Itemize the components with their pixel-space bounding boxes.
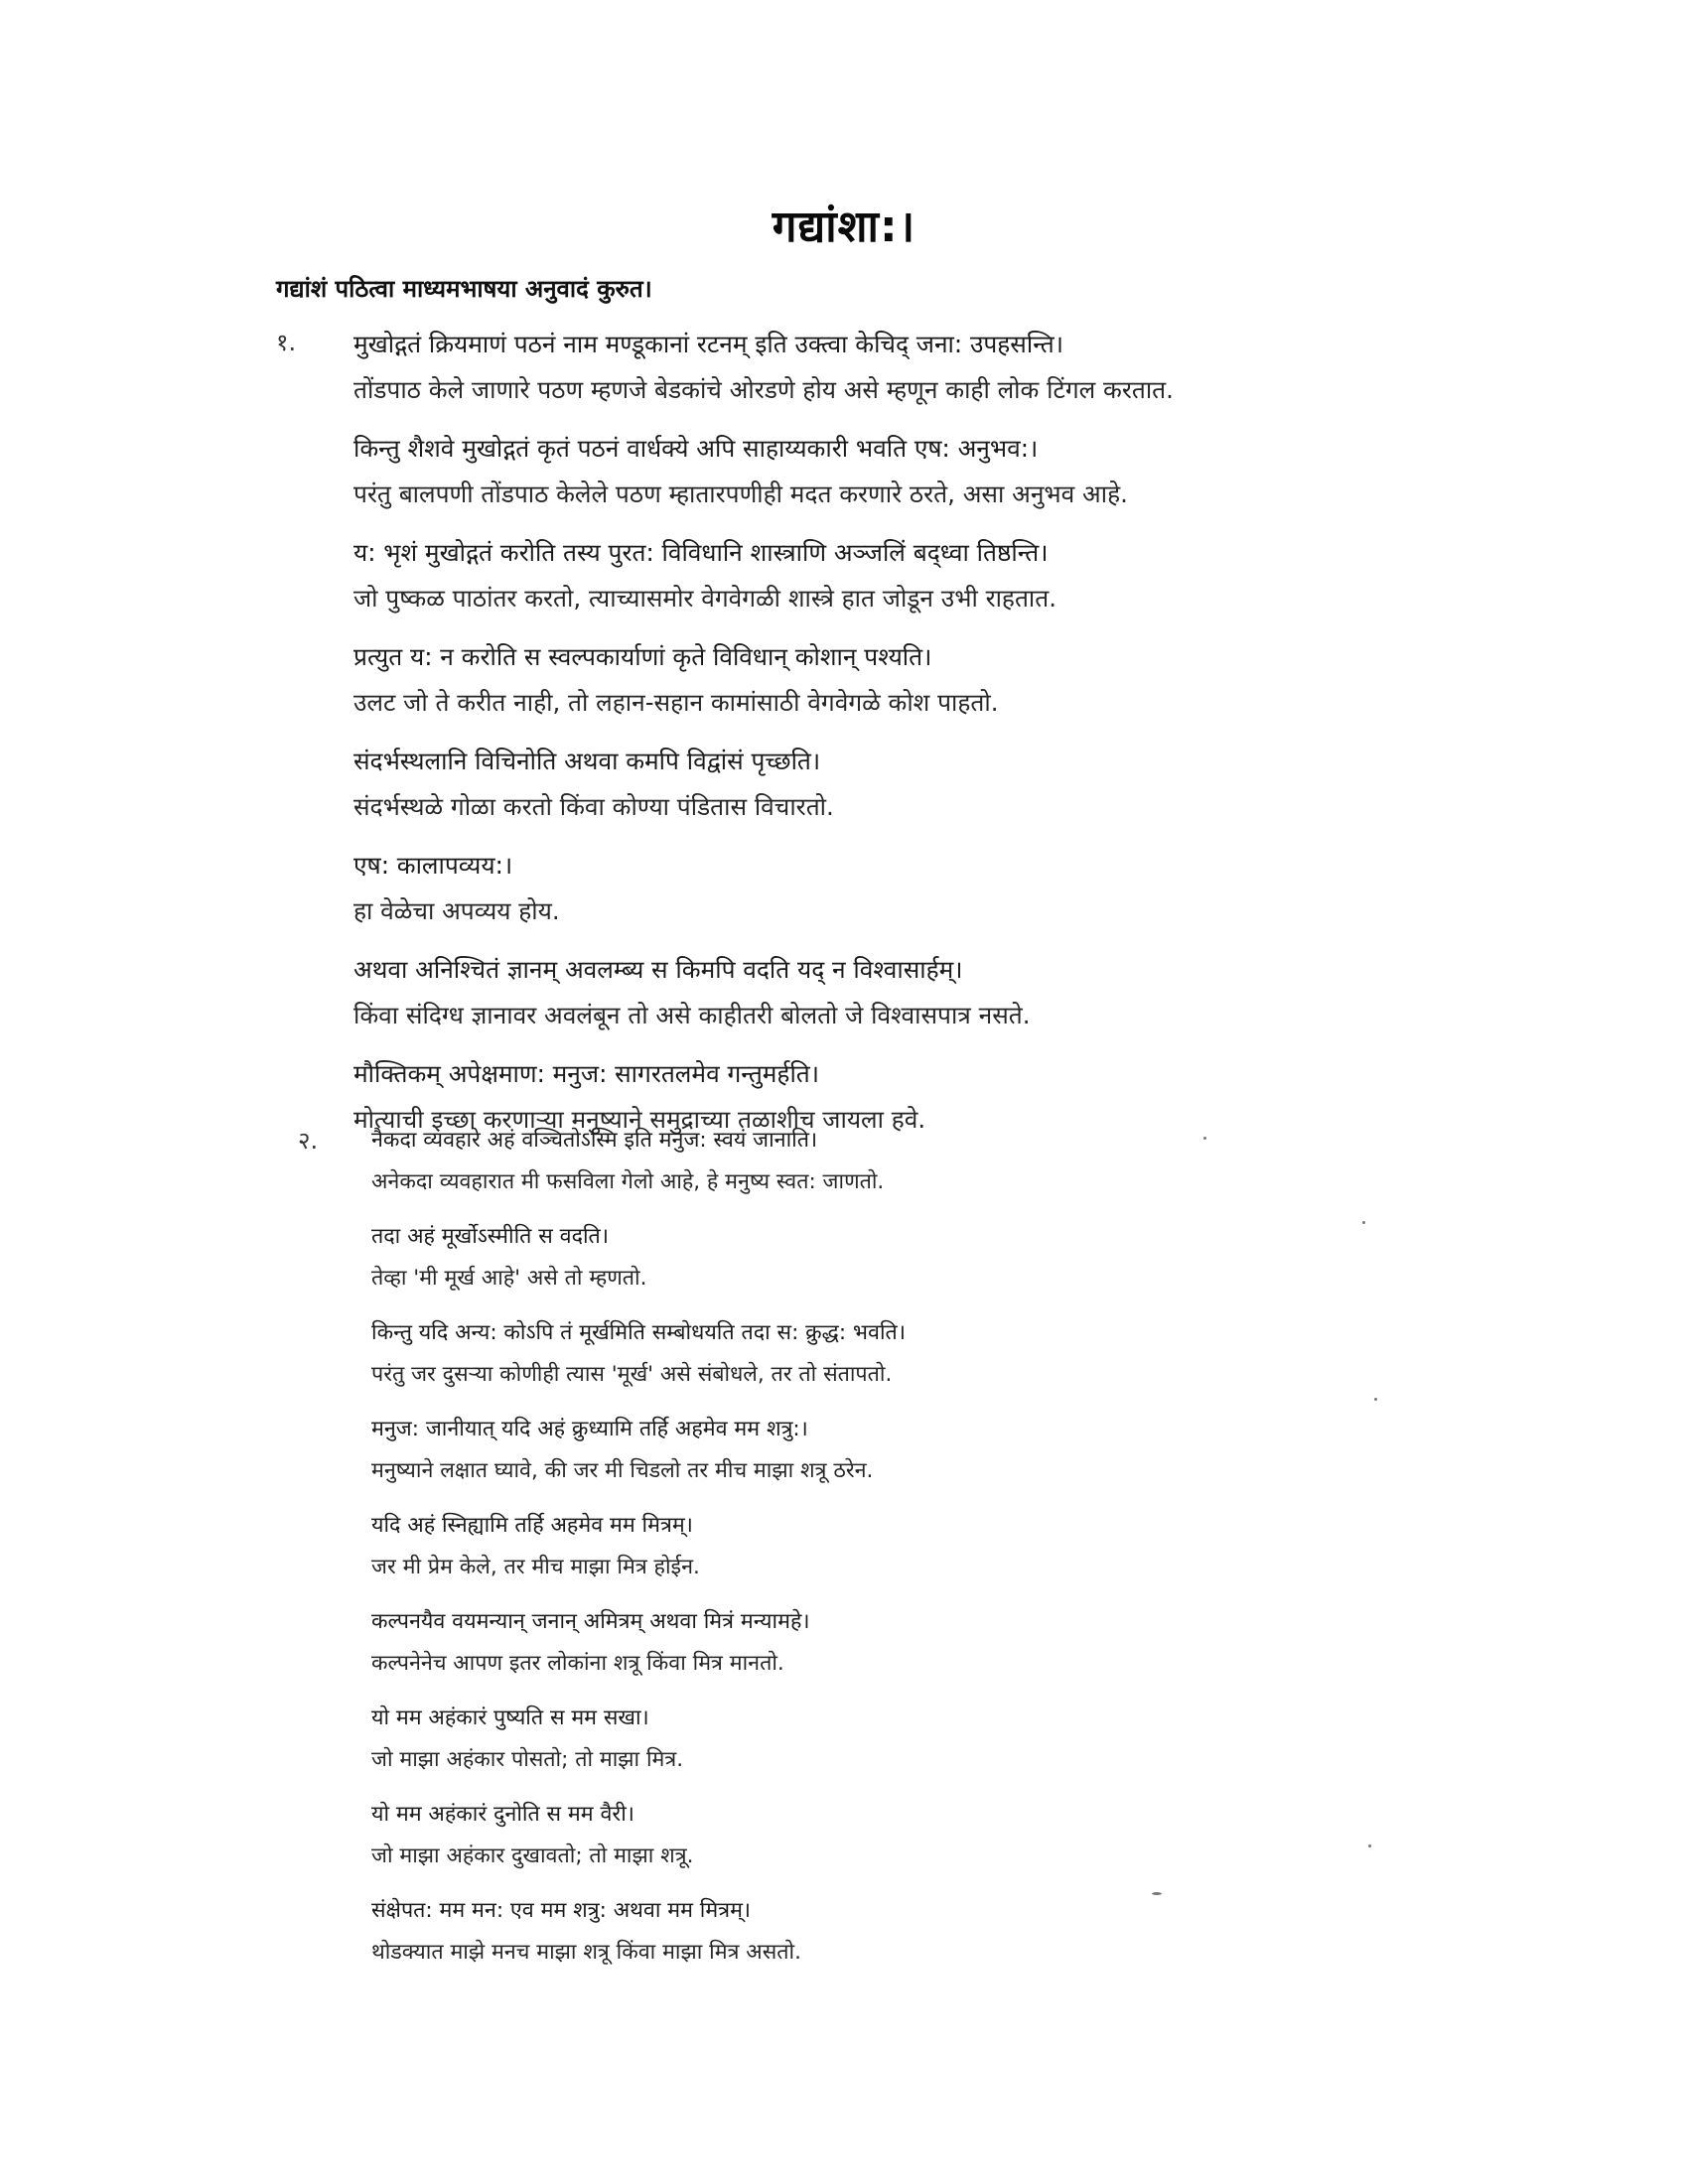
page-title: गद्यांशा:। bbox=[772, 202, 916, 252]
instruction-text: गद्यांशं पठित्वा माध्यमभाषया अनुवादं कुरुत। bbox=[276, 275, 652, 303]
marathi-translation: तेव्हा 'मी मूर्ख आहे' असे तो म्हणतो. bbox=[371, 1266, 647, 1291]
sanskrit-line: यदि अहं स्निह्यामि तर्हि अहमेव मम मित्रम्। bbox=[371, 1513, 693, 1538]
marathi-translation: तोंडपाठ केले जाणारे पठण म्हणजे बेडकांचे ओरडणे होय असे म्हणून काही लोक टिंगल करतात. bbox=[353, 375, 1174, 404]
marathi-translation: थोडक्यात माझे मनच माझा शत्रू किंवा माझा मित्र असतो. bbox=[371, 1940, 801, 1965]
sanskrit-line: मौक्तिकम् अपेक्षमाण: मनुज: सागरतलमेव गन्तुमर्हति। bbox=[353, 1059, 820, 1088]
marathi-translation: उलट जो ते करीत नाही, तो लहान-सहान कामांसाठी वेगवेगळे कोश पाहतो. bbox=[353, 688, 999, 717]
sanskrit-line: नैकदा व्यवहारे अहं वञ्चितोऽस्मि इति मनुज: स्वयं जानाति। bbox=[371, 1128, 818, 1153]
sentence-pair bbox=[298, 1409, 1390, 1492]
sentence-pair bbox=[298, 1120, 1390, 1203]
passage-2 bbox=[298, 1120, 1390, 1986]
scan-speck bbox=[1203, 1137, 1206, 1140]
sanskrit-line: तदा अहं मूर्खोऽस्मीति स वदति। bbox=[371, 1224, 609, 1249]
sanskrit-line: किन्तु शैशवे मुखोद्गतं कृतं पठनं वार्धक्ये अपि साहाय्यकारी भवति एष: अनुभव:। bbox=[353, 434, 1039, 463]
marathi-translation: अनेकदा व्यवहारात मी फसविला गेलो आहे, हे मनुष्य स्वत: जाणतो. bbox=[371, 1169, 885, 1194]
sentence-pair bbox=[298, 1794, 1390, 1877]
sentence-pair bbox=[276, 322, 1448, 413]
sentence-pair bbox=[276, 634, 1448, 726]
sanskrit-line: किन्तु यदि अन्य: कोऽपि तं मूर्खमिति सम्बोधयति तदा स: क्रुद्ध: भवति। bbox=[371, 1320, 906, 1345]
sentence-pair bbox=[298, 1312, 1390, 1396]
sentence-pair bbox=[276, 843, 1448, 934]
marathi-translation: संदर्भस्थळे गोळा करतो किंवा कोण्या पंडितास विचारतो. bbox=[353, 792, 834, 821]
scan-speck bbox=[1374, 1398, 1377, 1401]
sentence-pair bbox=[298, 1890, 1390, 1974]
marathi-translation: परंतु बालपणी तोंडपाठ केलेले पठण म्हातारपणीही मदत करणारे ठरते, असा अनुभव आहे. bbox=[353, 479, 1128, 508]
sanskrit-line: एष: कालापव्यय:। bbox=[353, 851, 513, 880]
sanskrit-line: य: भृशं मुखोद्गतं करोति तस्य पुरत: विविधानि शास्त्राणि अञ्जलिं बद्ध्वा तिष्ठन्ति। bbox=[353, 538, 1049, 567]
marathi-translation: मनुष्याने लक्षात घ्यावे, की जर मी चिडलो तर मीच माझा शत्रू ठरेन. bbox=[371, 1458, 874, 1483]
sentence-pair bbox=[298, 1601, 1390, 1685]
marathi-translation: हा वेळेचा अपव्यय होय. bbox=[353, 896, 560, 925]
marathi-translation: किंवा संदिग्ध ज्ञानावर अवलंबून तो असे काहीतरी बोलतो जे विश्वासपात्र नसते. bbox=[353, 1001, 1031, 1029]
marathi-translation: जो माझा अहंकार दुखावतो; तो माझा शत्रू. bbox=[371, 1843, 694, 1868]
sentence-pair bbox=[298, 1216, 1390, 1299]
sentence-pair bbox=[298, 1698, 1390, 1781]
sentence-pair bbox=[276, 426, 1448, 517]
sanskrit-line: यो मम अहंकारं दुनोति स मम वैरी। bbox=[371, 1802, 634, 1827]
sanskrit-line: मनुज: जानीयात् यदि अहं क्रुध्यामि तर्हि अहमेव मम शत्रु:। bbox=[371, 1417, 808, 1441]
marathi-translation: जो माझा अहंकार पोसतो; तो माझा मित्र. bbox=[371, 1747, 684, 1772]
scan-speck bbox=[1362, 1221, 1365, 1224]
sentence-pair bbox=[276, 739, 1448, 830]
sanskrit-line: संदर्भस्थलानि विचिनोति अथवा कमपि विद्वांसं पृच्छति। bbox=[353, 747, 821, 775]
marathi-translation: कल्पनेनेच आपण इतर लोकांना शत्रू किंवा मित्र मानतो. bbox=[371, 1651, 784, 1676]
sentence-pair bbox=[298, 1505, 1390, 1588]
sanskrit-line: संक्षेपत: मम मन: एव मम शत्रु: अथवा मम मित्रम्। bbox=[371, 1898, 752, 1923]
passage-number: २. bbox=[298, 1127, 319, 1155]
sanskrit-line: अथवा अनिश्चितं ज्ञानम् अवलम्ब्य स किमपि वदति यद् न विश्वासार्हम्। bbox=[353, 955, 963, 984]
sanskrit-line: मुखोद्गतं क्रियमाणं पठनं नाम मण्डूकानां रटनम् इति उक्त्वा केचिद् जना: उपहसन्ति। bbox=[353, 330, 1063, 358]
sanskrit-line: प्रत्युत य: न करोति स स्वल्पकार्याणां कृते विविधान् कोशान् पश्यति। bbox=[353, 642, 932, 671]
marathi-translation: परंतु जर दुसऱ्या कोणीही त्यास 'मूर्ख' असे संबोधले, तर तो संतापतो. bbox=[371, 1362, 893, 1387]
sentence-pair bbox=[276, 947, 1448, 1038]
passage-number: १. bbox=[276, 329, 297, 356]
passage-1 bbox=[276, 322, 1448, 1156]
sanskrit-line: कल्पनयैव वयमन्यान् जनान् अमित्रम् अथवा मित्रं मन्यामहे। bbox=[371, 1609, 810, 1634]
marathi-translation: जो पुष्कळ पाठांतर करतो, त्याच्यासमोर वेगवेगळी शास्त्रे हात जोडून उभी राहतात. bbox=[353, 584, 1057, 613]
scan-speck bbox=[1152, 1892, 1162, 1895]
marathi-translation: मोत्याची इच्छा करणाऱ्या मनुष्याने समुद्राच्या तळाशीच जायला हवे. bbox=[353, 1105, 926, 1134]
scan-speck bbox=[1368, 1844, 1371, 1847]
marathi-translation: जर मी प्रेम केले, तर मीच माझा मित्र होईन. bbox=[371, 1555, 700, 1579]
sanskrit-line: यो मम अहंकारं पुष्यति स मम सखा। bbox=[371, 1706, 649, 1730]
sentence-pair bbox=[276, 530, 1448, 621]
